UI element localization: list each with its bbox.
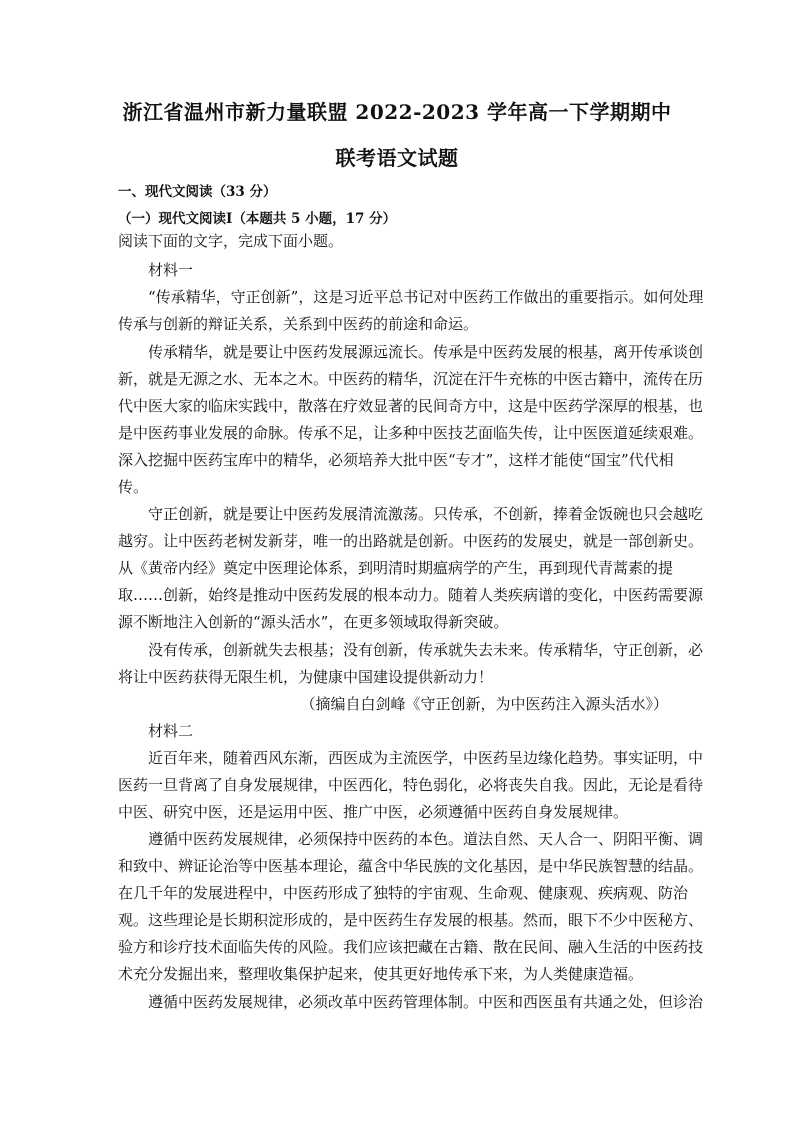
material-1-line: 源不断地注入创新的“源头活水”，在更多领域取得新突破。 [118, 613, 509, 631]
material-2-line: 中医、研究中医，还是运用中医、推广中医，必须遵循中医药自身发展规律。 [118, 803, 629, 821]
subsection-heading: （一）现代文阅读Ⅰ（本题共 5 小题，17 分） [118, 211, 397, 227]
instruction-text: 阅读下面的文字，完成下面小题。 [118, 232, 344, 250]
exam-title-line-2: 联考语文试题 [335, 146, 459, 170]
material-1-line: 是中医药事业发展的命脉。传承不足，让多种中医技艺面临失传，让中医医道延续艰难。 [118, 424, 704, 442]
material-1-line: 守正创新，就是要让中医药发展清流激荡。只传承，不创新，捧着金饭碗也只会越吃 [148, 505, 704, 523]
material-1-line: 取……创新，始终是推动中医药发展的根本动力。随着人类疾病谱的变化，中医药需要源 [118, 586, 704, 604]
material-2-label: 材料二 [148, 722, 194, 740]
material-1-line: 传承与创新的辩证关系，关系到中医药的前途和命运。 [118, 315, 479, 333]
material-1-line: “传承精华，守正创新”，这是习近平总书记对中医药工作做出的重要指示。如何处理 [148, 288, 704, 306]
material-2-line: 观。这些理论是长期积淀形成的，是中医药生存发展的根基。然而，眼下不少中医秘方、 [118, 911, 704, 929]
material-2-line: 术充分发掘出来，整理收集保护起来，使其更好地传承下来，为人类健康造福。 [118, 965, 644, 983]
material-2-line: 近百年来，随着西风东渐，西医成为主流医学，中医药呈边缘化趋势。事实证明，中 [148, 749, 704, 767]
material-2-line: 和致中、辨证论治等中医基本理论，蕴含中华民族的文化基因，是中华民族智慧的结晶。 [118, 857, 704, 875]
material-1-line: 代中医大家的临床实践中，散落在疗效显著的民间奇方中，这是中医药学深厚的根基，也 [118, 397, 704, 415]
material-1-line: 越穷。让中医药老树发新芽，唯一的出路就是创新。中医药的发展史，就是一部创新史。 [118, 532, 704, 550]
material-2-line: 遵循中医药发展规律，必须保持中医药的本色。道法自然、天人合一、阴阳平衡、调 [148, 830, 704, 848]
material-2-line: 验方和诊疗技术面临失传的风险。我们应该把藏在古籍、散在民间、融入生活的中医药技 [118, 938, 704, 956]
material-1-source: （摘编自白剑峰《守正创新，为中医药注入源头活水》） [300, 695, 668, 713]
material-1-line: 新，就是无源之水、无本之木。中医药的精华，沉淀在汗牛充栋的中医古籍中，流传在历 [118, 370, 704, 388]
material-1-line: 将让中医药获得无限生机，为健康中国建设提供新动力！ [118, 668, 494, 686]
material-1-line: 传。 [118, 478, 149, 496]
material-2-line: 在几千年的发展进程中，中医药形成了独特的宇宙观、生命观、健康观、疾病观、防治 [118, 884, 689, 902]
material-1-line: 传承精华，就是要让中医药发展源远流长。传承是中医药发展的根基，离开传承谈创 [148, 343, 704, 361]
material-2-line: 遵循中医药发展规律，必须改革中医药管理体制。中医和西医虽有共通之处，但诊治 [148, 993, 704, 1011]
material-1-line: 深入挖掘中医药宝库中的精华，必须培养大批中医“专才”，这样才能使“国宝”代代相 [118, 451, 674, 469]
material-1-label: 材料一 [148, 261, 194, 279]
material-1-line: 从《黄帝内经》奠定中医理论体系，到明清时期瘟病学的产生，再到现代青蒿素的提 [118, 559, 674, 577]
material-1-line: 没有传承，创新就失去根基；没有创新，传承就失去未来。传承精华，守正创新，必 [148, 641, 704, 659]
material-2-line: 医药一旦背离了自身发展规律，中医西化，特色弱化，必将丧失自我。因此，无论是看待 [118, 776, 704, 794]
section-heading: 一、现代文阅读（33 分） [118, 184, 277, 200]
exam-title-line-1: 浙江省温州市新力量联盟 2022-2023 学年高一下学期期中 [122, 100, 672, 124]
